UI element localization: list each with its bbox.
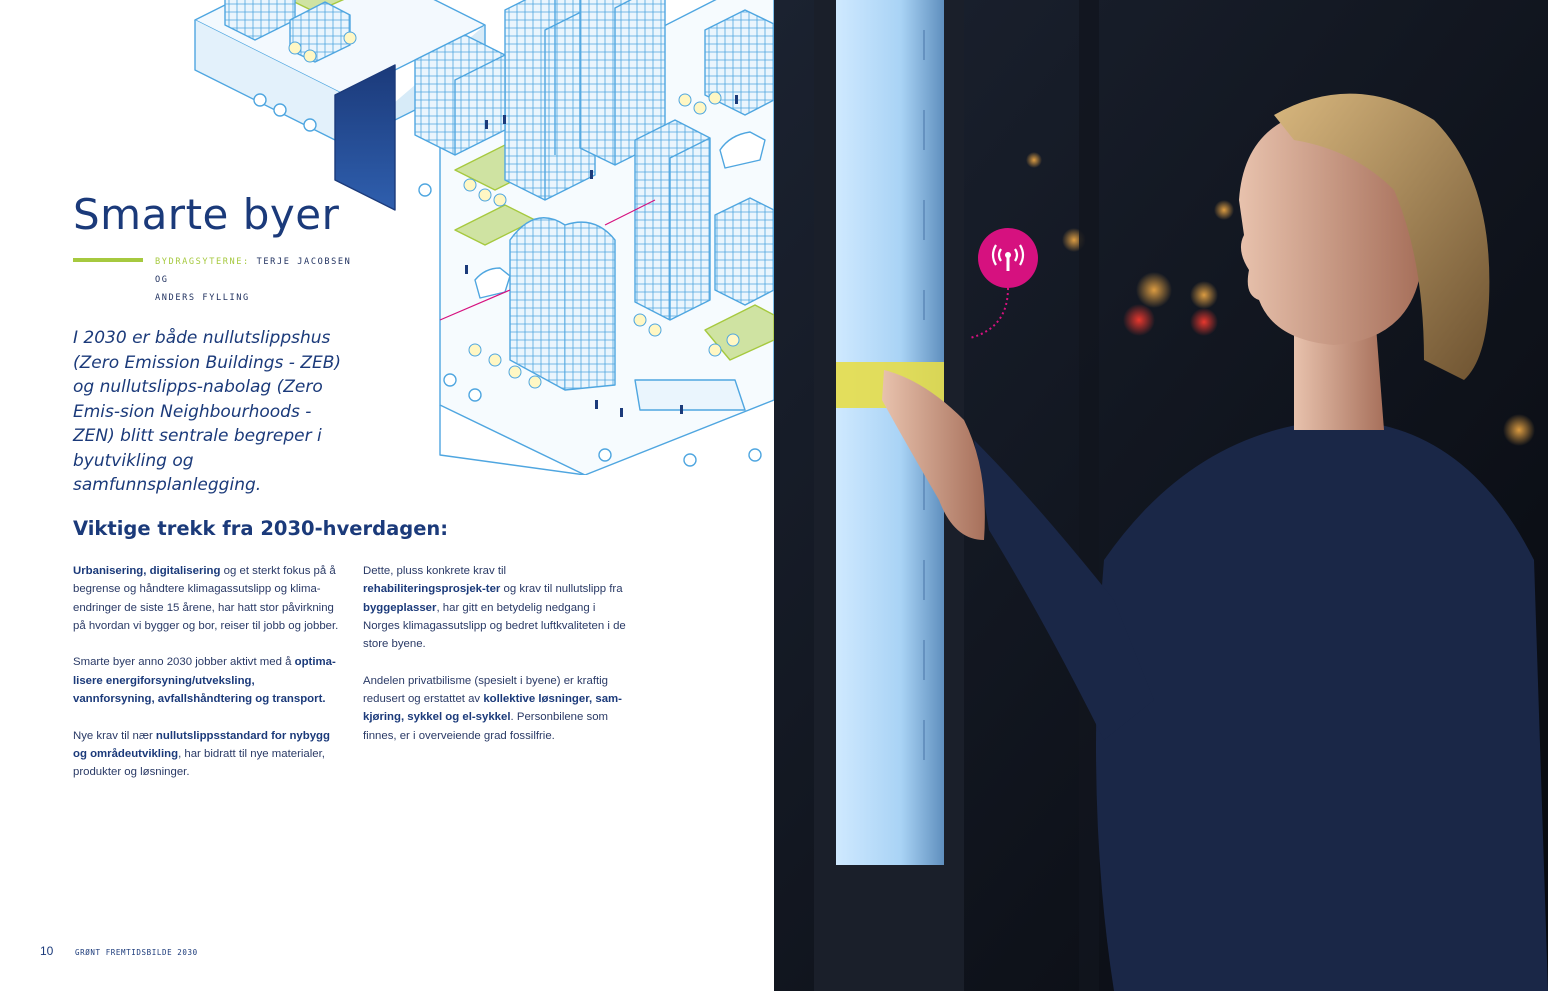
- body-paragraph: Dette, pluss konkrete krav til rehabiliteringsprosjek-ter og krav til nullutslipp fra byggeplasser, har gitt en betydelig nedgang i Norges klimagassutslipp og bedret luftkvaliteten i de store byene.: [363, 565, 626, 651]
- right-page-photo: [774, 0, 1548, 991]
- page-title: Smarte byer: [73, 190, 340, 239]
- body-paragraph: Smarte byer anno 2030 jobber aktivt med å optima-lisere energiforsyning/utveksling, vannforsyning, avfallshåndtering og transport.: [73, 656, 336, 706]
- body-column-2: [363, 562, 629, 763]
- wifi-signal-icon: [978, 228, 1038, 288]
- byline: [155, 253, 355, 307]
- lead-paragraph: I 2030 er både nullutslippshus (Zero Emission Buildings - ZEB) og nullutslipps-nabolag (Zero Emis-sion Neighbourhoods - ZEN) blitt sentrale begreper i byutvikling og samfunnsplanlegging.: [73, 328, 342, 495]
- byline-rule: [73, 258, 143, 262]
- byline-authors-line1: TERJE JACOBSEN OG: [155, 257, 352, 285]
- body-column-1: [73, 562, 339, 800]
- photo-woman-touchscreen: [774, 0, 1548, 991]
- page-number: 10: [40, 944, 54, 958]
- body-paragraph: Andelen privatbilisme (spesielt i byene) er kraftig redusert og erstattet av kollektive løsninger, sam-kjøring, sykkel og el-sykkel. Personbilene som finnes, er i overveiende grad fossilfrie.: [363, 674, 622, 742]
- badge-connector: [964, 288, 1024, 348]
- publication-footer: GRØNT FREMTIDSBILDE 2030: [75, 948, 198, 957]
- section-heading: Viktige trekk fra 2030-hverdagen:: [73, 517, 449, 540]
- body-paragraph: Nye krav til nær nullutslippsstandard for nybygg og områdeutvikling, har bidratt til nye materialer, produkter og løsninger.: [73, 729, 330, 779]
- byline-label: BYDRAGSYTERNE:: [155, 257, 250, 267]
- byline-authors-line2: ANDERS FYLLING: [155, 293, 250, 303]
- body-paragraph: Urbanisering, digitalisering og et sterkt fokus på å begrense og håndtere klimagassutslipp og klima-endringer de siste 15 årene, har hatt stor påvirkning på hvordan vi bygger og bor, reiser til jobb og jobber.: [73, 565, 339, 632]
